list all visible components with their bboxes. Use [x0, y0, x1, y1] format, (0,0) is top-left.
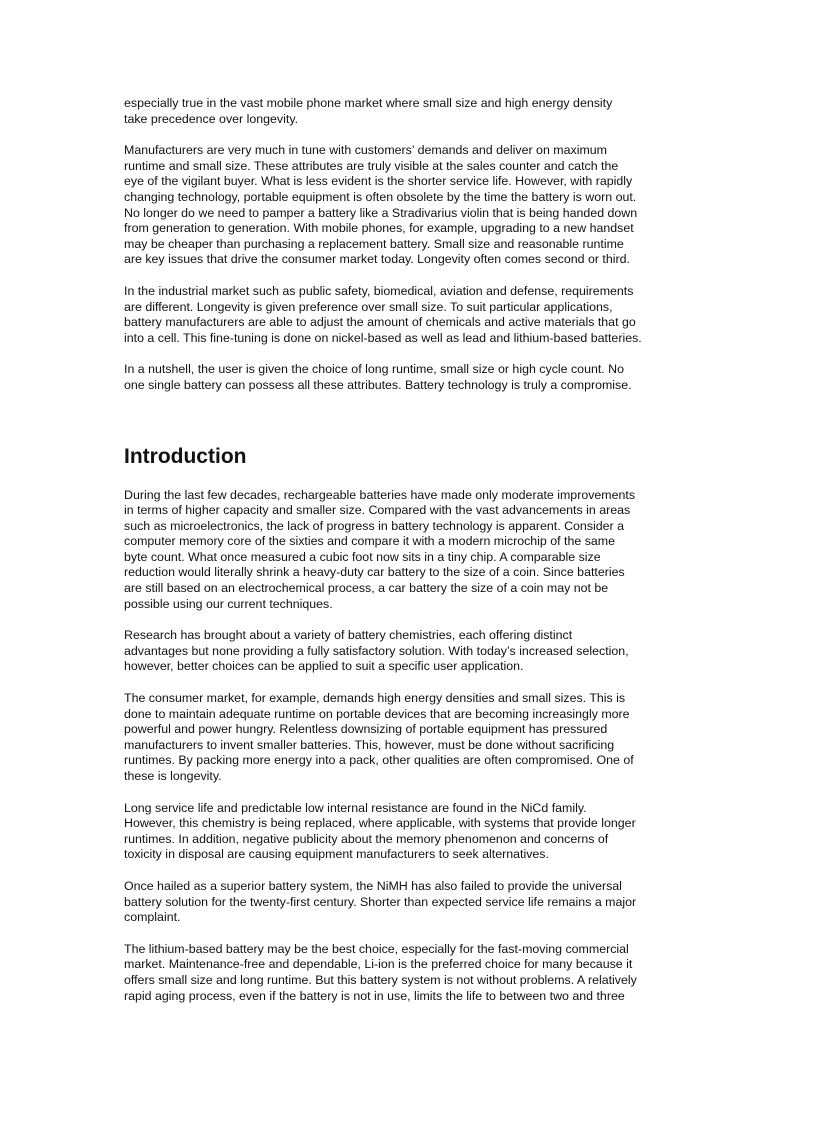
paragraph	[124, 488, 704, 613]
text-line: toxicity in disposal are causing equipment manufacturers to seek alternatives.	[124, 847, 549, 862]
text-line: offers small size and long runtime. But this battery system is not without problems. A relatively	[124, 972, 637, 987]
text-line: in terms of higher capacity and smaller size. Compared with the vast advancements in areas	[124, 503, 631, 518]
text-line: possible using our current techniques.	[124, 596, 333, 611]
text-line: into a cell. This fine-tuning is done on nickel-based as well as lead and lithium-based batteries.	[124, 330, 642, 345]
paragraph	[124, 284, 704, 346]
paragraph	[124, 143, 704, 268]
text-line: however, better choices can be applied to suit a specific user application.	[124, 659, 524, 674]
paragraph	[124, 691, 704, 785]
text-line: No longer do we need to pamper a battery like a Stradivarius violin that is being handed down	[124, 205, 638, 220]
text-line: such as microelectronics, the lack of progress in battery technology is apparent. Consider a	[124, 518, 625, 533]
top-section	[124, 96, 704, 394]
text-line: computer memory core of the sixties and compare it with a modern microchip of the same	[124, 534, 616, 549]
text-line: Once hailed as a superior battery system, the NiMH has also failed to provide the universal	[124, 878, 622, 893]
text-line: In a nutshell, the user is given the choice of long runtime, small size or high cycle count. No	[124, 362, 625, 377]
document-page	[124, 96, 704, 1020]
text-line: runtimes. By packing more energy into a pack, other qualities are often compromised. One of	[124, 753, 634, 768]
text-line: advantages but none providing a fully satisfactory solution. With today’s increased selection,	[124, 643, 629, 658]
paragraph	[124, 628, 704, 675]
text-line: Long service life and predictable low internal resistance are found in the NiCd family.	[124, 800, 587, 815]
text-line: eye of the vigilant buyer. What is less evident is the shorter service life. However, with rapidly	[124, 174, 633, 189]
text-line: powerful and power hungry. Relentless downsizing of portable equipment has pressured	[124, 722, 608, 737]
paragraph	[124, 362, 704, 393]
text-line: from generation to generation. With mobile phones, for example, upgrading to a new handset	[124, 221, 634, 236]
text-line: manufacturers to invent smaller batteries. This, however, must be done without sacrificing	[124, 737, 615, 752]
text-line: especially true in the vast mobile phone market where small size and high energy density	[124, 96, 613, 110]
text-line: complaint.	[124, 910, 181, 925]
text-line: battery solution for the twenty-first century. Shorter than expected service life remains a major	[124, 894, 637, 909]
text-line: are key issues that drive the consumer market today. Longevity often comes second or third.	[124, 252, 630, 267]
text-line: one single battery can possess all these attributes. Battery technology is truly a compromise.	[124, 377, 632, 392]
paragraph	[124, 96, 704, 127]
text-line: market. Maintenance-free and dependable, Li-ion is the preferred choice for many because it	[124, 957, 633, 972]
text-line: reduction would literally shrink a heavy-duty car battery to the size of a coin. Since batteries	[124, 565, 625, 580]
text-line: byte count. What once measured a cubic foot now sits in a tiny chip. A comparable size	[124, 549, 601, 564]
text-line: may be cheaper than purchasing a replacement battery. Small size and reasonable runtime	[124, 236, 624, 251]
section-heading: Introduction	[124, 444, 247, 468]
paragraph	[124, 801, 704, 863]
text-line: The lithium-based battery may be the best choice, especially for the fast-moving commercial	[124, 941, 629, 956]
text-line: Research has brought about a variety of battery chemistries, each offering distinct	[124, 628, 573, 643]
text-line: However, this chemistry is being replaced, where applicable, with systems that provide longer	[124, 816, 636, 831]
text-line: runtimes. In addition, negative publicity about the memory phenomenon and concerns of	[124, 831, 609, 846]
text-line: these is longevity.	[124, 769, 222, 783]
text-line: runtime and small size. These attributes are truly visible at the sales counter and catch the	[124, 158, 619, 173]
text-line: battery manufacturers are able to adjust the amount of chemicals and active materials that go	[124, 315, 636, 330]
text-line: done to maintain adequate runtime on portable devices that are becoming increasingly more	[124, 706, 630, 721]
text-line: are still based on an electrochemical process, a car battery the size of a coin may not be	[124, 581, 609, 596]
text-line: In the industrial market such as public safety, biomedical, aviation and defense, requirements	[124, 283, 634, 298]
text-line: The consumer market, for example, demands high energy densities and small sizes. This is	[124, 691, 626, 706]
text-line: Manufacturers are very much in tune with customers’ demands and deliver on maximum	[124, 143, 607, 158]
text-line: rapid aging process, even if the battery is not in use, limits the life to between two and three	[124, 988, 625, 1003]
text-line: During the last few decades, rechargeable batteries have made only moderate improvements	[124, 487, 636, 502]
text-line: are different. Longevity is given preference over small size. To suit particular applications,	[124, 299, 613, 314]
paragraph	[124, 879, 704, 926]
intro-section	[124, 488, 704, 1005]
text-line: changing technology, portable equipment is often obsolete by the time the battery is worn out.	[124, 189, 637, 204]
text-line: take precedence over longevity.	[124, 111, 299, 126]
paragraph	[124, 942, 704, 1004]
